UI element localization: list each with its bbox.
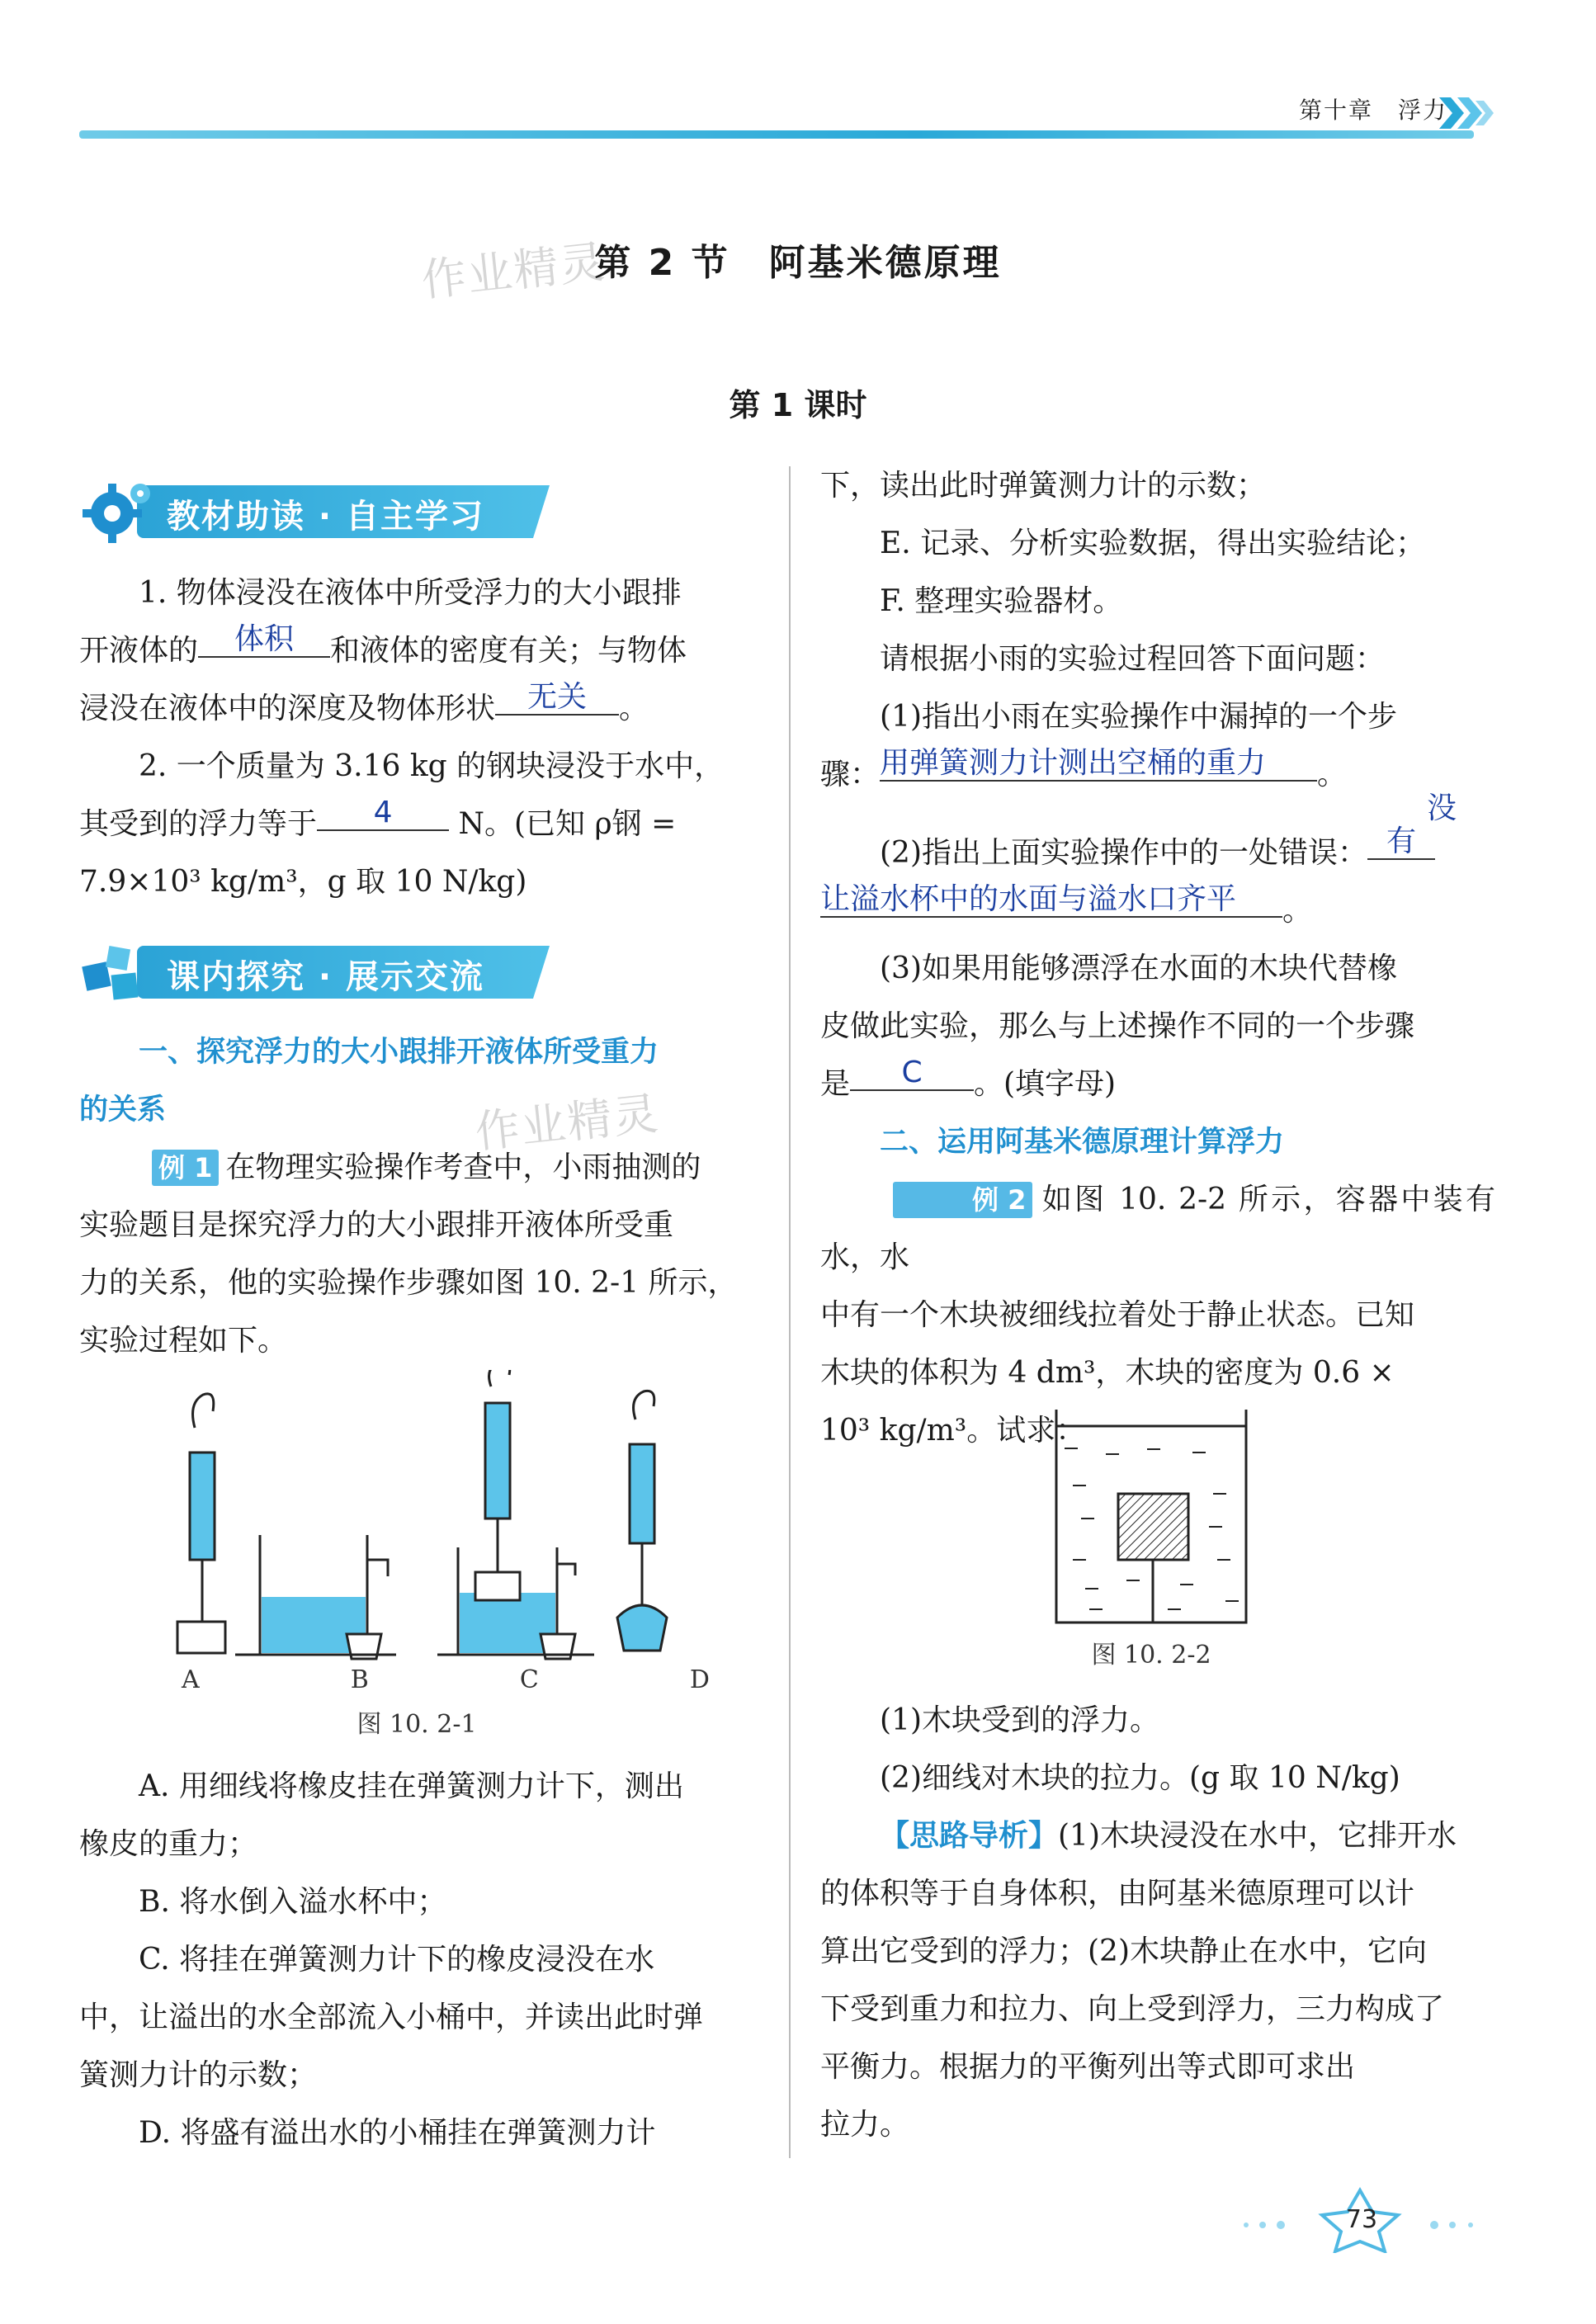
chevron-arrows-icon [1439,94,1497,132]
guide-line3: 算出它受到的浮力；(2)木块静止在水中，它向 [820,1934,1427,1968]
question-3-line2: 皮做此实验，那么与上述操作不同的一个步骤 [820,1009,1415,1043]
example-2-line2: 中有一个木块被细线拉着处于静止状态。已知 [820,1298,1415,1332]
gear-icon [79,479,158,545]
answer-blank: 让溢水杯中的水面与溢水口齐平 [820,883,1282,918]
section-title: 第 2 节 阿基米德原理 [594,242,1002,284]
guide-line4: 下受到重力和拉力、向上受到浮力，三力构成了 [820,1992,1445,2026]
header-rule [79,130,1474,139]
instruction: 请根据小雨的实验过程回答下面问题： [880,642,1386,676]
question-2-line2: 让溢水杯中的水面与溢水口齐平 。 [820,882,1313,928]
figure-label-a: A [182,1665,200,1694]
figure-container-block [1048,1403,1254,1626]
step-b: B. 将水倒入溢水杯中； [139,1885,447,1919]
cubes-icon [79,939,158,1005]
question-3-line3: 是 C 。(填字母) [820,1056,1117,1101]
banner-class-inquiry [79,939,566,1002]
column-divider [789,466,791,2158]
q2-line2: 其受到的浮力等于 4 N。(已知 ρ钢 = [79,796,677,841]
step-d-line1: D. 将盛有溢出水的小桶挂在弹簧测力计 [139,2116,656,2150]
guide-tag: 【思路导析】 [880,1819,1059,1853]
example-1-line1: 例 1 在物理实验操作考查中，小雨抽测的 [79,1139,754,1197]
chapter-title: 第十章 浮力 [1298,97,1447,124]
step-a-line2: 橡皮的重力； [79,1827,258,1861]
step-c-line3: 簧测力计的示数； [79,2058,318,2092]
answer-blank: 没有 [1367,792,1435,860]
step-c-line1: C. 将挂在弹簧测力计下的橡皮浸没在水 [139,1943,655,1977]
subheading-2: 二、运用阿基米德原理计算浮力 [880,1126,1285,1159]
answer-blank: 用弹簧测力计测出空桶的重力 [880,747,1317,782]
q2-line3: 7.9×10³ kg/m³，g 取 10 N/kg) [79,865,527,899]
task-1: (1)木块受到的浮力。 [880,1703,1159,1737]
question-2-line1: (2)指出上面实验操作中的一处错误：没有 [880,791,1457,870]
answer-blank: C [850,1056,974,1091]
example-1-line3: 力的关系，他的实验操作步骤如图 10. 2-1 所示， [79,1266,738,1300]
guide-line6: 拉力。 [820,2108,910,2142]
q1-line2: 开液体的 体积 和液体的密度有关；与物体 [79,622,687,668]
figure-caption-1: 图 10. 2-1 [357,1710,477,1739]
answer-blank: 体积 [198,623,330,658]
figure-experiment [149,1370,726,1700]
example-1-line4: 实验过程如下。 [79,1324,288,1358]
answer-blank: 无关 [495,681,619,716]
figure-label-b: B [350,1665,369,1694]
step-d-line2: 下，读出此时弹簧测力计的示数； [820,469,1267,503]
example-1-line2: 实验题目是探究浮力的大小跟排开液体所受重 [79,1208,674,1242]
page-number-badge [1238,2187,1485,2253]
subheading-1: 一、探究浮力的大小跟排开液体所受重力 [139,1036,659,1069]
q1-line1: 1. 物体浸没在液体中所受浮力的大小跟排 [139,576,682,610]
example-2-line1: 例 2 如图 10. 2-2 所示，容器中装有水，水 [820,1183,1495,1274]
q2-line1: 2. 一个质量为 3.16 kg 的钢块浸没于水中， [139,749,725,783]
figure-label-d: D [689,1665,710,1694]
step-f: F. 整理实验器材。 [880,584,1123,618]
example-2-line4: 10³ kg/m³。试求： [820,1414,1086,1448]
q1-line3: 浸没在液体中的深度及物体形状 无关 。 [79,680,649,725]
task-2: (2)细线对木块的拉力。(g 取 10 N/kg) [880,1761,1400,1795]
banner-label: 课内探究 · 展示交流 [167,958,485,996]
step-c-line2: 中，让溢出的水全部流入小桶中，并读出此时弹 [79,2000,704,2034]
question-1-line2: 骤：用弹簧测力计测出空桶的重力 。 [820,746,1348,791]
question-1-line1: (1)指出小雨在实验操作中漏掉的一个步 [880,700,1397,734]
lesson-title: 第 1 课时 [729,387,867,423]
guide-line1: 【思路导析】(1)木块浸没在水中，它排开水 [880,1819,1457,1853]
question-3-line1: (3)如果用能够漂浮在水面的木块代替橡 [880,952,1397,985]
example-tag: 例 1 [152,1150,219,1186]
guide-line5: 平衡力。根据力的平衡列出等式即可求出 [820,2050,1356,2084]
figure-label-c: C [519,1665,539,1694]
guide-line2: 的体积等于自身体积，由阿基米德原理可以计 [820,1877,1415,1911]
answer-blank: 4 [317,796,449,831]
banner-label: 教材助读 · 自主学习 [167,498,485,536]
banner-self-study [79,479,566,541]
watermark: 作业精灵 [418,235,609,307]
step-e: E. 记录、分析实验数据，得出实验结论； [880,527,1426,560]
example-2-line3: 木块的体积为 4 dm³，木块的密度为 0.6 × [820,1356,1395,1390]
subheading-1-cont: 的关系 [79,1094,167,1127]
watermark: 作业精灵 [472,1087,663,1159]
example-tag: 例 2 [893,1182,1032,1218]
page-number: 73 [1345,2205,1378,2234]
figure-caption-2: 图 10. 2-2 [1091,1641,1211,1670]
step-a-line1: A. 用细线将橡皮挂在弹簧测力计下，测出 [139,1769,684,1803]
